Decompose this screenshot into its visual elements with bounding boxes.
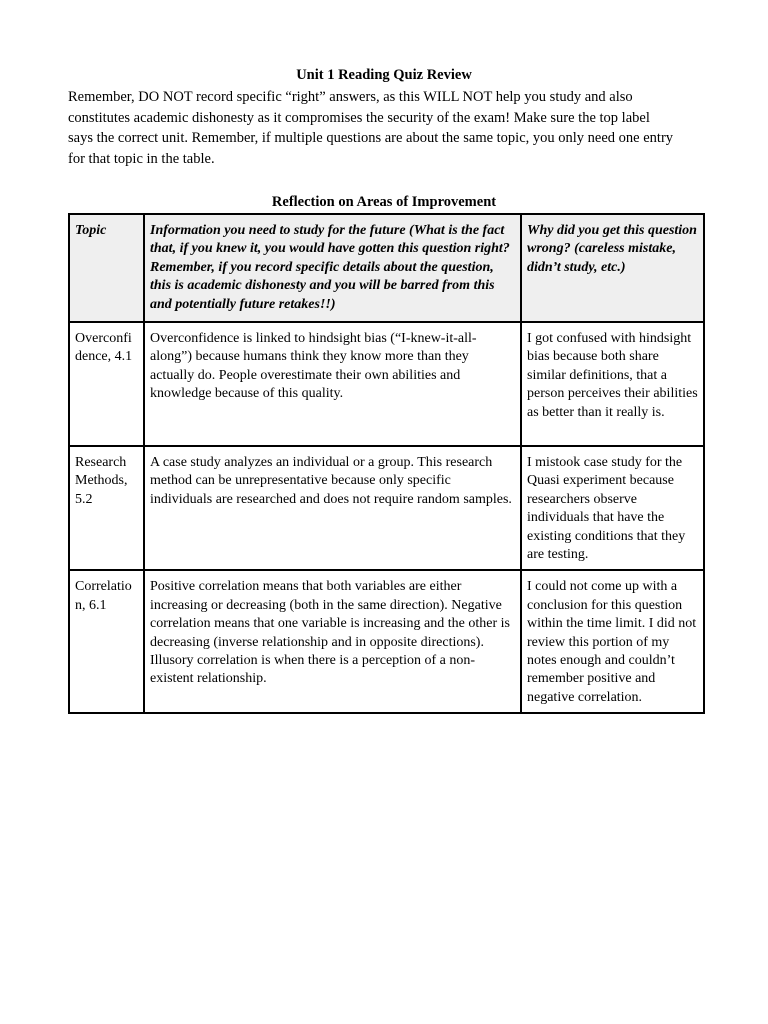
reflection-table	[68, 213, 705, 714]
reason-cell: I got confused with hindsight bias because both share similar definitions, that a person perceives their abilities as better than it really is.	[521, 322, 704, 446]
information-cell: Positive correlation means that both variables are either increasing or decreasing (both in the same direction). Negative correlation means that one variable is increasing and the other is decreasing (inverse relationship and in opposite directions). Illusory correlation is when there is a perception of a non-existent relationship.	[144, 570, 521, 713]
table-title: Reflection on Areas of Improvement	[271, 194, 497, 210]
table-header-row	[69, 214, 704, 322]
topic-cell: Correlation, 6.1	[69, 570, 144, 713]
topic-cell: Research Methods, 5.2	[69, 446, 144, 570]
intro-paragraph: Remember, DO NOT record specific “right” answers, as this WILL NOT help you study and also constitutes academic dishonesty as it compromises the security of the exam! Make sure the top label says the correct unit. Remember, if multiple questions are about the same topic, you only need one entry for that topic in the table.	[68, 89, 674, 167]
header-topic: Topic	[69, 214, 144, 322]
document-title: Unit 1 Reading Quiz Review	[296, 67, 472, 83]
table-row	[69, 570, 704, 713]
information-cell: A case study analyzes an individual or a group. This research method can be unrepresentative because only specific individuals are researched and does not require random samples.	[144, 446, 521, 570]
table-row	[69, 322, 704, 446]
reason-cell: I could not come up with a conclusion for this question within the time limit. I did not review this portion of my notes enough and couldn’t remember positive and negative correlation.	[521, 570, 704, 713]
information-cell: Overconfidence is linked to hindsight bias (“I-knew-it-all-along”) because humans think they know more than they actually do. People overestimate their own abilities and knowledge because of this quality.	[144, 322, 521, 446]
header-information: Information you need to study for the future (What is the fact that, if you knew it, you would have gotten this question right? Remember, if you record specific details about the question, this is academic dishonesty and you will be barred from this and potentially future retakes!!)	[144, 214, 521, 322]
table-row	[69, 446, 704, 570]
topic-cell: Overconfidence, 4.1	[69, 322, 144, 446]
reason-cell: I mistook case study for the Quasi experiment because researchers observe individuals that have the existing conditions that they are testing.	[521, 446, 704, 570]
header-reason: Why did you get this question wrong? (careless mistake, didn’t study, etc.)	[521, 214, 704, 322]
